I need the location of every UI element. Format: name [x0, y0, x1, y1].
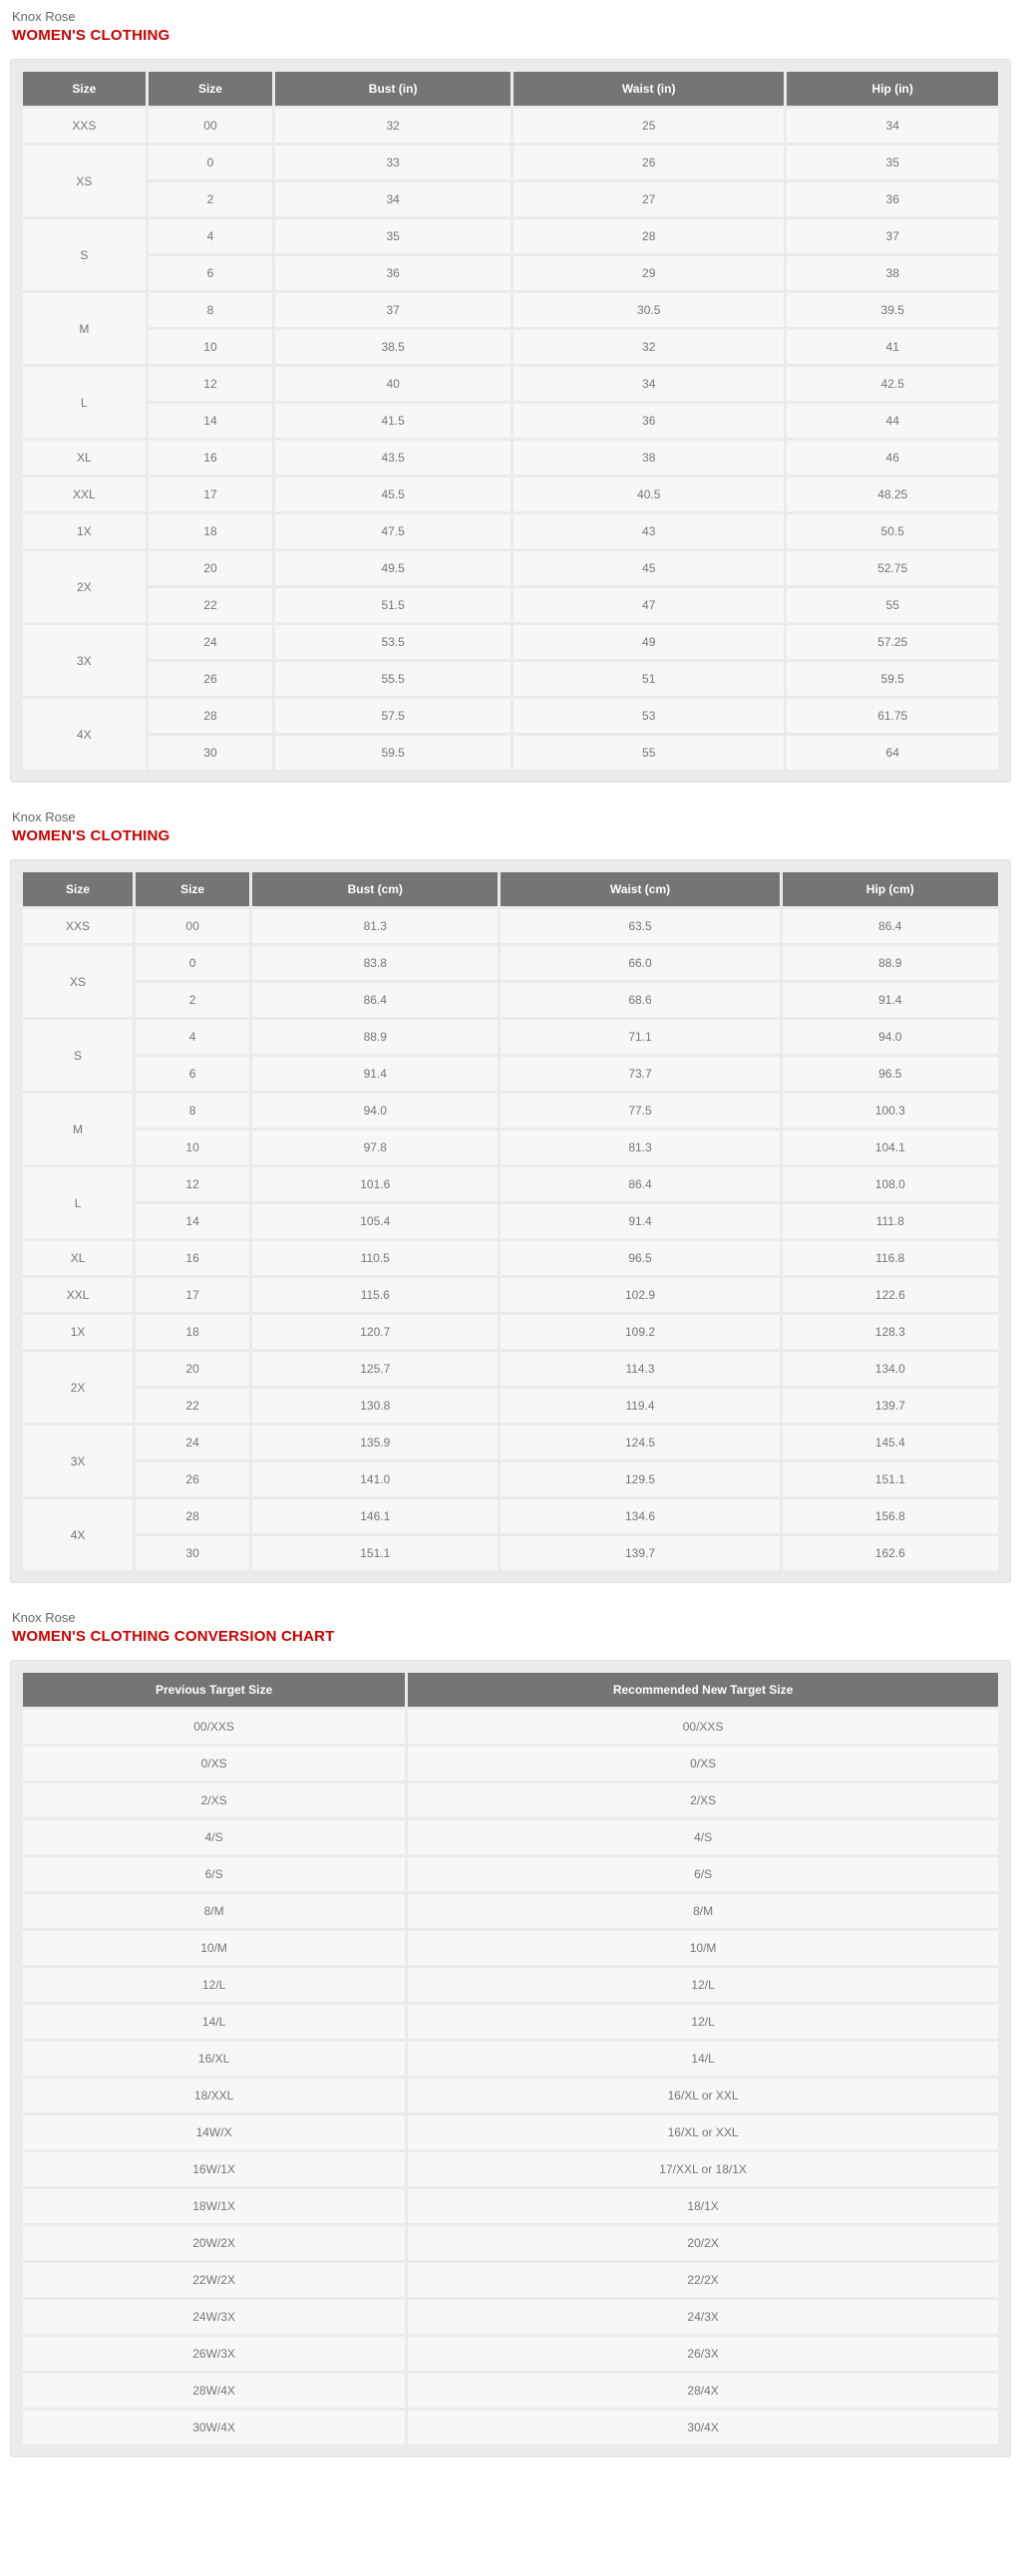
value-cell: 86.4 — [501, 1167, 779, 1201]
table-header-row — [23, 72, 998, 106]
value-cell: 86.4 — [252, 983, 498, 1017]
value-cell: 2 — [149, 182, 273, 216]
value-cell: 8 — [149, 293, 273, 327]
value-cell: 8/M — [408, 1894, 998, 1928]
value-cell: 134.6 — [501, 1499, 779, 1533]
value-cell: 41.5 — [275, 404, 510, 438]
value-cell: 57.25 — [787, 625, 998, 659]
value-cell: 35 — [787, 146, 998, 179]
section-title: WOMEN'S CLOTHING CONVERSION CHART — [12, 1628, 335, 1645]
value-cell: 0/XS — [408, 1747, 998, 1780]
value-cell: 146.1 — [252, 1499, 498, 1533]
table-row — [23, 1389, 998, 1423]
table-row — [23, 2337, 998, 2371]
value-cell: 10 — [136, 1130, 249, 1164]
size-table-panel — [10, 59, 1011, 783]
value-cell: 22/2X — [408, 2263, 998, 2297]
value-cell: 26 — [136, 1462, 249, 1496]
value-cell: 29 — [513, 256, 784, 290]
value-cell: 36 — [513, 404, 784, 438]
value-cell: 14/L — [23, 2005, 405, 2039]
value-cell: 6/S — [408, 1857, 998, 1891]
value-cell: 97.8 — [252, 1130, 498, 1164]
table-row — [23, 1426, 998, 1459]
value-cell: 77.5 — [501, 1094, 779, 1127]
value-cell: 2/XS — [408, 1783, 998, 1817]
value-cell: 96.5 — [783, 1057, 998, 1091]
table-row — [23, 2079, 998, 2112]
value-cell: 6 — [149, 256, 273, 290]
table-row — [23, 441, 998, 475]
size-group-cell: XXS — [23, 109, 146, 143]
value-cell: 139.7 — [783, 1389, 998, 1423]
value-cell: 4 — [149, 219, 273, 253]
value-cell: 111.8 — [783, 1204, 998, 1238]
value-cell: 14 — [136, 1204, 249, 1238]
value-cell: 42.5 — [787, 367, 998, 401]
table-row — [23, 109, 998, 143]
value-cell: 16W/1X — [23, 2152, 405, 2186]
brand-name: Knox Rose — [12, 9, 76, 24]
value-cell: 130.8 — [252, 1389, 498, 1423]
value-cell: 109.2 — [501, 1315, 779, 1349]
value-cell: 115.6 — [252, 1278, 498, 1312]
value-cell: 27 — [513, 182, 784, 216]
value-cell: 25 — [513, 109, 784, 143]
value-cell: 39.5 — [787, 293, 998, 327]
value-cell: 18 — [136, 1315, 249, 1349]
size-group-cell: 4X — [23, 1499, 133, 1570]
table-row — [23, 1894, 998, 1928]
value-cell: 16/XL — [23, 2042, 405, 2076]
table-row — [23, 551, 998, 585]
table-row — [23, 2152, 998, 2186]
table-row — [23, 2263, 998, 2297]
conversion-table — [20, 1670, 1001, 2447]
column-header: Waist (in) — [513, 72, 784, 106]
value-cell: 71.1 — [501, 1020, 779, 1054]
value-cell: 45.5 — [275, 478, 510, 511]
table-row — [23, 367, 998, 401]
table-row — [23, 404, 998, 438]
value-cell: 162.6 — [783, 1536, 998, 1570]
table-row — [23, 1352, 998, 1386]
value-cell: 00 — [149, 109, 273, 143]
table-row — [23, 2005, 998, 2039]
value-cell: 45 — [513, 551, 784, 585]
value-cell: 0/XS — [23, 1747, 405, 1780]
column-header: Size — [136, 872, 249, 906]
value-cell: 20 — [149, 551, 273, 585]
value-cell: 10/M — [23, 1931, 405, 1965]
value-cell: 00/XXS — [23, 1710, 405, 1744]
size-group-cell: S — [23, 1020, 133, 1091]
table-row — [23, 1857, 998, 1891]
size-group-cell: XL — [23, 441, 146, 475]
value-cell: 16/XL or XXL — [408, 2079, 998, 2112]
size-group-cell: XXL — [23, 1278, 133, 1312]
value-cell: 0 — [149, 146, 273, 179]
value-cell: 47 — [513, 588, 784, 622]
column-header: Bust (cm) — [252, 872, 498, 906]
section-title: WOMEN'S CLOTHING — [12, 827, 170, 844]
table-row — [23, 2189, 998, 2223]
table-row — [23, 293, 998, 327]
size-group-cell: L — [23, 1167, 133, 1238]
table-header-row — [23, 872, 998, 906]
column-header: Hip (in) — [787, 72, 998, 106]
value-cell: 100.3 — [783, 1094, 998, 1127]
column-header: Previous Target Size — [23, 1673, 405, 1707]
value-cell: 8/M — [23, 1894, 405, 1928]
value-cell: 53.5 — [275, 625, 510, 659]
value-cell: 18 — [149, 514, 273, 548]
table-row — [23, 1931, 998, 1965]
column-header: Size — [23, 72, 146, 106]
value-cell: 2 — [136, 983, 249, 1017]
size-group-cell: 1X — [23, 1315, 133, 1349]
table-row — [23, 1130, 998, 1164]
value-cell: 24/3X — [408, 2300, 998, 2334]
value-cell: 145.4 — [783, 1426, 998, 1459]
table-row — [23, 146, 998, 179]
value-cell: 30 — [136, 1536, 249, 1570]
value-cell: 94.0 — [783, 1020, 998, 1054]
value-cell: 124.5 — [501, 1426, 779, 1459]
column-header: Size — [149, 72, 273, 106]
table-row — [23, 588, 998, 622]
size-table-centimeters — [20, 869, 1001, 1573]
value-cell: 50.5 — [787, 514, 998, 548]
value-cell: 6/S — [23, 1857, 405, 1891]
value-cell: 35 — [275, 219, 510, 253]
value-cell: 105.4 — [252, 1204, 498, 1238]
value-cell: 36 — [787, 182, 998, 216]
value-cell: 68.6 — [501, 983, 779, 1017]
section-title: WOMEN'S CLOTHING — [12, 27, 170, 44]
value-cell: 10/M — [408, 1931, 998, 1965]
value-cell: 28 — [136, 1499, 249, 1533]
value-cell: 36 — [275, 256, 510, 290]
value-cell: 59.5 — [787, 662, 998, 696]
value-cell: 46 — [787, 441, 998, 475]
value-cell: 64 — [787, 736, 998, 770]
size-group-cell: XL — [23, 1241, 133, 1275]
value-cell: 30 — [149, 736, 273, 770]
table-row — [23, 946, 998, 980]
size-group-cell: XXL — [23, 478, 146, 511]
value-cell: 8 — [136, 1094, 249, 1127]
table-row — [23, 2226, 998, 2260]
value-cell: 88.9 — [252, 1020, 498, 1054]
size-group-cell: XS — [23, 146, 146, 216]
value-cell: 94.0 — [252, 1094, 498, 1127]
value-cell: 49.5 — [275, 551, 510, 585]
value-cell: 91.4 — [783, 983, 998, 1017]
column-header: Waist (cm) — [501, 872, 779, 906]
size-group-cell: L — [23, 367, 146, 438]
value-cell: 17 — [149, 478, 273, 511]
table-row — [23, 1094, 998, 1127]
value-cell: 18W/1X — [23, 2189, 405, 2223]
table-row — [23, 1241, 998, 1275]
value-cell: 0 — [136, 946, 249, 980]
table-row — [23, 219, 998, 253]
value-cell: 12/L — [408, 1968, 998, 2002]
value-cell: 102.9 — [501, 1278, 779, 1312]
value-cell: 55 — [787, 588, 998, 622]
column-header: Hip (cm) — [783, 872, 998, 906]
value-cell: 101.6 — [252, 1167, 498, 1201]
value-cell: 16/XL or XXL — [408, 2115, 998, 2149]
value-cell: 16 — [149, 441, 273, 475]
table-row — [23, 2374, 998, 2408]
value-cell: 88.9 — [783, 946, 998, 980]
size-group-cell: 4X — [23, 699, 146, 770]
value-cell: 110.5 — [252, 1241, 498, 1275]
value-cell: 6 — [136, 1057, 249, 1091]
value-cell: 38 — [513, 441, 784, 475]
value-cell: 66.0 — [501, 946, 779, 980]
value-cell: 30/4X — [408, 2411, 998, 2444]
table-row — [23, 182, 998, 216]
brand-name: Knox Rose — [12, 1610, 76, 1625]
value-cell: 37 — [275, 293, 510, 327]
value-cell: 52.75 — [787, 551, 998, 585]
value-cell: 63.5 — [501, 909, 779, 943]
size-group-cell: 1X — [23, 514, 146, 548]
value-cell: 26W/3X — [23, 2337, 405, 2371]
section-women-inches — [10, 8, 1011, 783]
value-cell: 43.5 — [275, 441, 510, 475]
value-cell: 26 — [149, 662, 273, 696]
table-row — [23, 256, 998, 290]
value-cell: 4/S — [23, 1820, 405, 1854]
value-cell: 20W/2X — [23, 2226, 405, 2260]
value-cell: 17/XXL or 18/1X — [408, 2152, 998, 2186]
table-row — [23, 1278, 998, 1312]
value-cell: 24 — [149, 625, 273, 659]
value-cell: 114.3 — [501, 1352, 779, 1386]
value-cell: 48.25 — [787, 478, 998, 511]
value-cell: 120.7 — [252, 1315, 498, 1349]
conversion-table-panel — [10, 1660, 1011, 2457]
table-row — [23, 1315, 998, 1349]
size-group-cell: S — [23, 219, 146, 290]
value-cell: 104.1 — [783, 1130, 998, 1164]
value-cell: 55.5 — [275, 662, 510, 696]
value-cell: 2/XS — [23, 1783, 405, 1817]
value-cell: 38.5 — [275, 330, 510, 364]
section-conversion-chart — [10, 1609, 1011, 2457]
table-row — [23, 2300, 998, 2334]
table-row — [23, 1020, 998, 1054]
value-cell: 12/L — [408, 2005, 998, 2039]
value-cell: 141.0 — [252, 1462, 498, 1496]
table-row — [23, 1820, 998, 1854]
value-cell: 53 — [513, 699, 784, 733]
size-group-cell: M — [23, 1094, 133, 1164]
value-cell: 116.8 — [783, 1241, 998, 1275]
table-row — [23, 662, 998, 696]
table-header-row — [23, 1673, 998, 1707]
table-row — [23, 478, 998, 511]
value-cell: 134.0 — [783, 1352, 998, 1386]
value-cell: 108.0 — [783, 1167, 998, 1201]
table-row — [23, 2115, 998, 2149]
value-cell: 55 — [513, 736, 784, 770]
value-cell: 20 — [136, 1352, 249, 1386]
value-cell: 22 — [136, 1389, 249, 1423]
size-table-panel — [10, 859, 1011, 1583]
value-cell: 49 — [513, 625, 784, 659]
value-cell: 59.5 — [275, 736, 510, 770]
value-cell: 40.5 — [513, 478, 784, 511]
column-header: Bust (in) — [275, 72, 510, 106]
size-group-cell: XS — [23, 946, 133, 1017]
value-cell: 151.1 — [783, 1462, 998, 1496]
table-row — [23, 1057, 998, 1091]
value-cell: 14/L — [408, 2042, 998, 2076]
size-table-inches — [20, 69, 1001, 773]
value-cell: 18/XXL — [23, 2079, 405, 2112]
value-cell: 51 — [513, 662, 784, 696]
value-cell: 81.3 — [501, 1130, 779, 1164]
table-row — [23, 330, 998, 364]
value-cell: 129.5 — [501, 1462, 779, 1496]
table-row — [23, 1968, 998, 2002]
value-cell: 125.7 — [252, 1352, 498, 1386]
value-cell: 26 — [513, 146, 784, 179]
table-row — [23, 1710, 998, 1744]
table-row — [23, 909, 998, 943]
table-row — [23, 699, 998, 733]
value-cell: 28 — [513, 219, 784, 253]
value-cell: 40 — [275, 367, 510, 401]
value-cell: 44 — [787, 404, 998, 438]
size-group-cell: 2X — [23, 551, 146, 622]
value-cell: 122.6 — [783, 1278, 998, 1312]
value-cell: 156.8 — [783, 1499, 998, 1533]
value-cell: 30W/4X — [23, 2411, 405, 2444]
value-cell: 33 — [275, 146, 510, 179]
value-cell: 18/1X — [408, 2189, 998, 2223]
value-cell: 91.4 — [252, 1057, 498, 1091]
value-cell: 119.4 — [501, 1389, 779, 1423]
table-row — [23, 514, 998, 548]
value-cell: 30.5 — [513, 293, 784, 327]
value-cell: 81.3 — [252, 909, 498, 943]
value-cell: 32 — [275, 109, 510, 143]
size-group-cell: M — [23, 293, 146, 364]
value-cell: 34 — [275, 182, 510, 216]
value-cell: 41 — [787, 330, 998, 364]
value-cell: 47.5 — [275, 514, 510, 548]
value-cell: 12 — [149, 367, 273, 401]
table-row — [23, 625, 998, 659]
value-cell: 135.9 — [252, 1426, 498, 1459]
value-cell: 96.5 — [501, 1241, 779, 1275]
value-cell: 17 — [136, 1278, 249, 1312]
value-cell: 14W/X — [23, 2115, 405, 2149]
value-cell: 128.3 — [783, 1315, 998, 1349]
value-cell: 139.7 — [501, 1536, 779, 1570]
table-row — [23, 1536, 998, 1570]
table-row — [23, 1747, 998, 1780]
value-cell: 12/L — [23, 1968, 405, 2002]
value-cell: 4/S — [408, 1820, 998, 1854]
value-cell: 22W/2X — [23, 2263, 405, 2297]
value-cell: 43 — [513, 514, 784, 548]
value-cell: 57.5 — [275, 699, 510, 733]
value-cell: 4 — [136, 1020, 249, 1054]
value-cell: 20/2X — [408, 2226, 998, 2260]
size-group-cell: 2X — [23, 1352, 133, 1423]
value-cell: 32 — [513, 330, 784, 364]
column-header: Recommended New Target Size — [408, 1673, 998, 1707]
value-cell: 24 — [136, 1426, 249, 1459]
value-cell: 28/4X — [408, 2374, 998, 2408]
table-row — [23, 736, 998, 770]
value-cell: 12 — [136, 1167, 249, 1201]
value-cell: 51.5 — [275, 588, 510, 622]
table-row — [23, 1167, 998, 1201]
table-row — [23, 2411, 998, 2444]
value-cell: 91.4 — [501, 1204, 779, 1238]
value-cell: 37 — [787, 219, 998, 253]
value-cell: 86.4 — [783, 909, 998, 943]
table-row — [23, 2042, 998, 2076]
value-cell: 22 — [149, 588, 273, 622]
table-row — [23, 1204, 998, 1238]
value-cell: 38 — [787, 256, 998, 290]
size-group-cell: 3X — [23, 625, 146, 696]
value-cell: 83.8 — [252, 946, 498, 980]
value-cell: 14 — [149, 404, 273, 438]
value-cell: 26/3X — [408, 2337, 998, 2371]
value-cell: 61.75 — [787, 699, 998, 733]
value-cell: 28W/4X — [23, 2374, 405, 2408]
size-group-cell: XXS — [23, 909, 133, 943]
value-cell: 34 — [787, 109, 998, 143]
value-cell: 34 — [513, 367, 784, 401]
table-row — [23, 1499, 998, 1533]
section-women-centimeters — [10, 808, 1011, 1583]
size-group-cell: 3X — [23, 1426, 133, 1496]
table-row — [23, 1783, 998, 1817]
value-cell: 24W/3X — [23, 2300, 405, 2334]
value-cell: 00/XXS — [408, 1710, 998, 1744]
value-cell: 00 — [136, 909, 249, 943]
brand-name: Knox Rose — [12, 809, 76, 824]
table-row — [23, 983, 998, 1017]
value-cell: 16 — [136, 1241, 249, 1275]
table-row — [23, 1462, 998, 1496]
column-header: Size — [23, 872, 133, 906]
value-cell: 10 — [149, 330, 273, 364]
value-cell: 28 — [149, 699, 273, 733]
value-cell: 151.1 — [252, 1536, 498, 1570]
value-cell: 73.7 — [501, 1057, 779, 1091]
